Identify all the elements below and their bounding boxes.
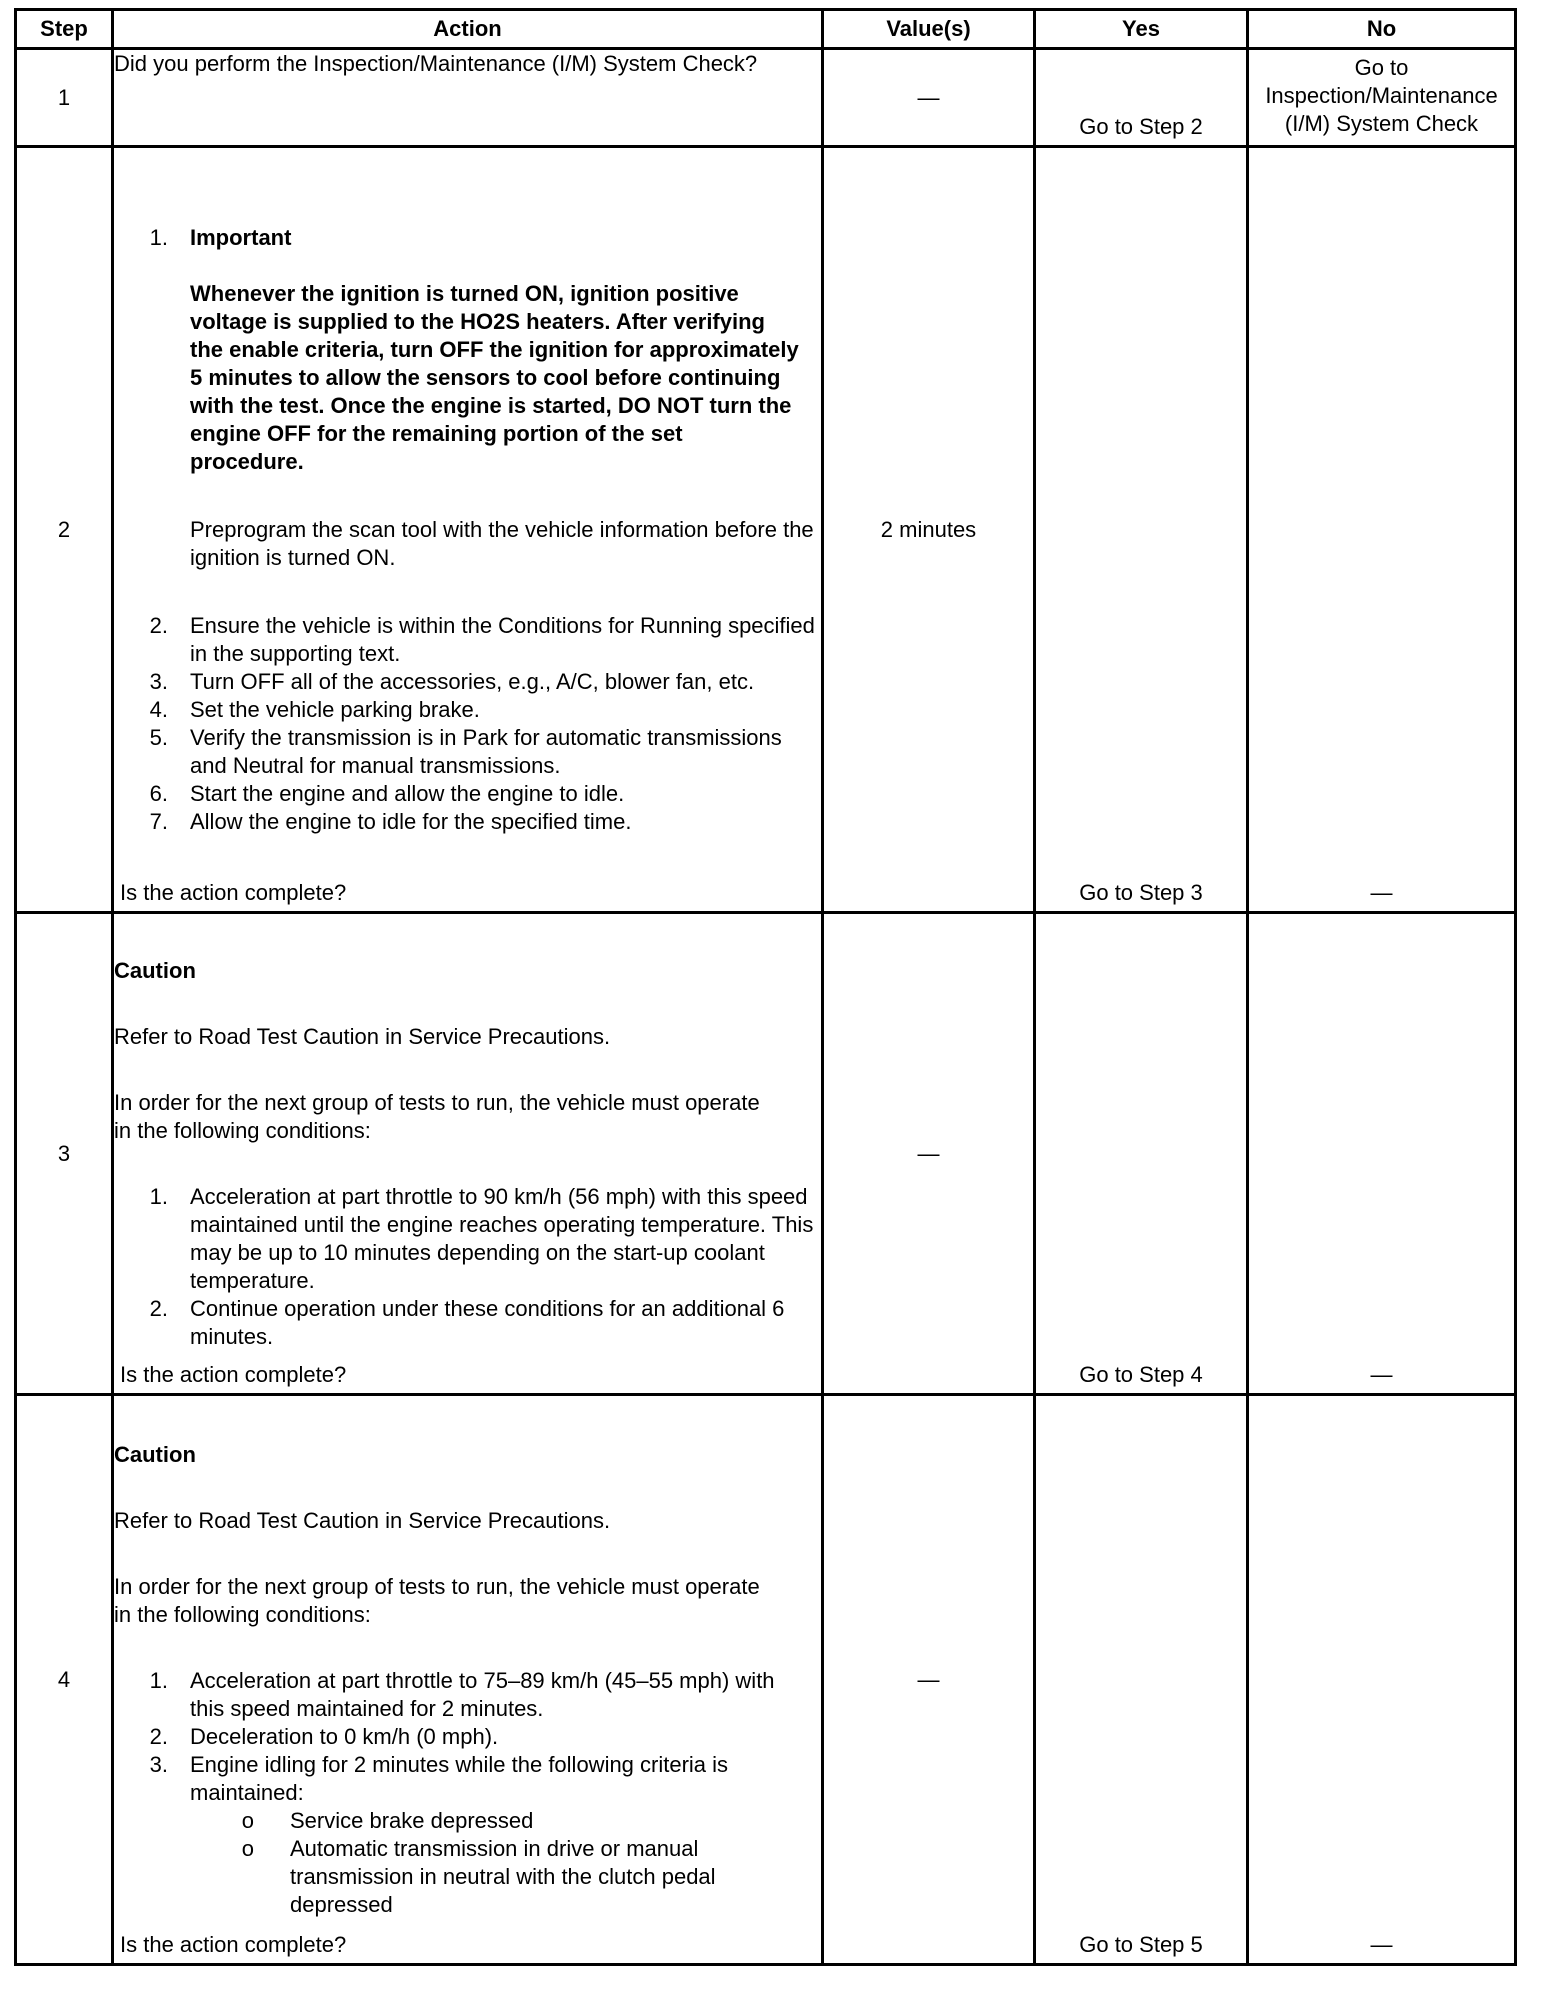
no-cell <box>1248 913 1516 1395</box>
item-number: 4. <box>149 696 168 722</box>
item-number: 1. <box>149 1667 168 1693</box>
header-step: Step <box>16 10 113 49</box>
step-number: 1 <box>16 49 113 147</box>
item-text: Verify the transmission is in Park for automatic transmissions and Neutral for manual transmissions. <box>190 724 782 778</box>
no-cell <box>1248 49 1516 147</box>
no-answer: Go to Inspection/Maintenance (I/M) System Check <box>1265 55 1498 136</box>
yes-cell <box>1035 1395 1248 1965</box>
list-item <box>114 668 821 696</box>
yes-answer: Go to Step 5 <box>1079 1932 1203 1957</box>
sub-item-text: Automatic transmission in drive or manual transmission in neutral with the clutch pedal depressed <box>290 1835 716 1917</box>
item-number: 1. <box>149 1183 168 1209</box>
important-text: Whenever the ignition is turned ON, ignition positive voltage is supplied to the HO2S heaters. After verifying the enable criteria, turn OFF the ignition for approximately 5 minutes to allow the sensors to cool before continuing with the test. Once the engine is started, DO NOT turn the engine OFF for the remaining portion of the set procedure. <box>190 280 799 474</box>
item-text: Acceleration at part throttle to 75–89 km/h (45–55 mph) with this speed maintained for 2 minutes. <box>190 1667 775 1721</box>
step-number: 2 <box>16 147 113 913</box>
item-number: 5. <box>149 724 168 750</box>
action-question: Is the action complete? <box>120 880 347 905</box>
item-text: Ensure the vehicle is within the Conditions for Running specified in the supporting text. <box>190 612 815 666</box>
item-text: Set the vehicle parking brake. <box>190 696 480 722</box>
item-text: Engine idling for 2 minutes while the following criteria is maintained: <box>190 1751 729 1805</box>
item-text: Acceleration at part throttle to 90 km/h (56 mph) with this speed maintained until the engine reaches operating temperature. This may be up to 10 minutes depending on the start-up coolant temperature. <box>190 1183 814 1293</box>
list-item <box>114 1751 821 1807</box>
header-action: Action <box>113 10 823 49</box>
item-text: Continue operation under these conditions for an additional 6 minutes. <box>190 1295 785 1349</box>
list-item <box>114 724 821 780</box>
value-cell: — <box>823 1395 1035 1965</box>
header-no: No <box>1248 10 1516 49</box>
table-row-step-4 <box>16 1395 1516 1965</box>
important-title: Important <box>190 224 292 250</box>
list-item <box>114 696 821 724</box>
caution-title: Caution <box>114 1441 196 1467</box>
caution-title: Caution <box>114 957 196 983</box>
value-cell: — <box>823 913 1035 1395</box>
caution-text: Refer to Road Test Caution in Service Precautions. <box>114 1023 611 1049</box>
step-list <box>114 1183 821 1351</box>
item-number: 2. <box>149 1295 168 1321</box>
no-answer: — <box>1370 1932 1393 1957</box>
sub-list-item <box>114 1807 821 1835</box>
header-yes: Yes <box>1035 10 1248 49</box>
item-number: 2. <box>149 612 168 638</box>
yes-answer: Go to Step 3 <box>1079 880 1203 905</box>
yes-cell <box>1035 49 1248 147</box>
preprogram-text: Preprogram the scan tool with the vehicle information before the ignition is turned ON. <box>190 516 814 570</box>
bullet-marker: o <box>241 1807 254 1833</box>
yes-answer: Go to Step 4 <box>1079 1362 1203 1387</box>
no-answer: — <box>1370 880 1393 905</box>
item-number: 2. <box>149 1723 168 1749</box>
action-cell <box>113 1395 823 1965</box>
item-number: 6. <box>149 780 168 806</box>
step-list <box>114 1667 821 1807</box>
item-number: 1. <box>149 224 168 250</box>
value-cell: — <box>823 49 1035 147</box>
step-list <box>114 224 821 836</box>
list-item <box>114 1183 821 1295</box>
conditions-intro: In order for the next group of tests to run, the vehicle must operate in the following conditions: <box>114 1573 760 1627</box>
sub-list-item <box>114 1835 821 1919</box>
item-text: Turn OFF all of the accessories, e.g., A/C, blower fan, etc. <box>190 668 755 694</box>
action-question: Is the action complete? <box>120 1362 347 1387</box>
conditions-intro: In order for the next group of tests to run, the vehicle must operate in the following conditions: <box>114 1089 760 1143</box>
no-answer: — <box>1370 1362 1393 1387</box>
list-item <box>114 1295 821 1351</box>
header-values: Value(s) <box>823 10 1035 49</box>
sub-item-text: Service brake depressed <box>290 1807 534 1833</box>
sub-list <box>114 1807 821 1919</box>
diagnostic-procedure-table <box>14 8 1517 1966</box>
no-cell <box>1248 147 1516 913</box>
yes-cell <box>1035 147 1248 913</box>
table-row-step-1 <box>16 49 1516 147</box>
item-number: 7. <box>149 808 168 834</box>
action-question: Is the action complete? <box>120 1932 347 1957</box>
list-item <box>114 808 821 836</box>
item-text: Allow the engine to idle for the specified time. <box>190 808 632 834</box>
item-text: Start the engine and allow the engine to idle. <box>190 780 625 806</box>
list-item <box>114 612 821 668</box>
action-cell <box>113 49 823 147</box>
list-item <box>114 1667 821 1723</box>
list-item <box>114 224 821 612</box>
header-row <box>16 10 1516 49</box>
yes-cell <box>1035 913 1248 1395</box>
list-item <box>114 780 821 808</box>
caution-text: Refer to Road Test Caution in Service Precautions. <box>114 1507 611 1533</box>
step-number: 4 <box>16 1395 113 1965</box>
item-text: Deceleration to 0 km/h (0 mph). <box>190 1723 499 1749</box>
action-cell <box>113 147 823 913</box>
item-number: 3. <box>149 668 168 694</box>
table-row-step-3 <box>16 913 1516 1395</box>
yes-answer: Go to Step 2 <box>1079 114 1203 139</box>
item-number: 3. <box>149 1751 168 1777</box>
action-cell <box>113 913 823 1395</box>
value-cell: 2 minutes <box>823 147 1035 913</box>
step-number: 3 <box>16 913 113 1395</box>
table-row-step-2 <box>16 147 1516 913</box>
no-cell <box>1248 1395 1516 1965</box>
list-item <box>114 1723 821 1751</box>
action-question: Did you perform the Inspection/Maintenance (I/M) System Check? <box>114 51 758 76</box>
bullet-marker: o <box>241 1835 254 1861</box>
